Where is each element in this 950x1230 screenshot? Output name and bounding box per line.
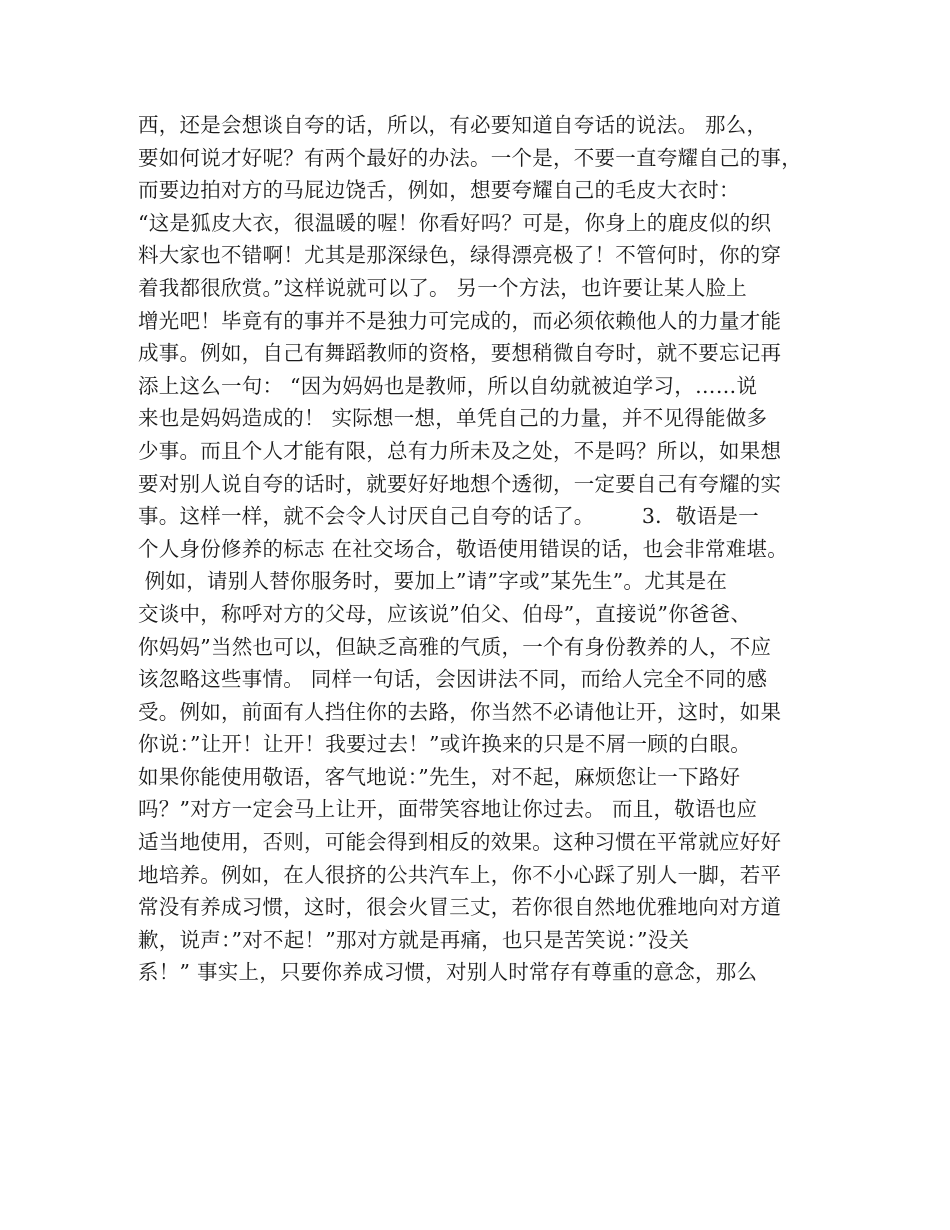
text-line: 少事。而且个人才能有限，总有力所未及之处，不是吗？所以，如果想 xyxy=(138,438,782,463)
text-line: 成事。例如，自己有舞蹈教师的资格，要想稍微自夸时，就不要忘记再 xyxy=(138,341,782,366)
text-line: 要如何说才好呢？有两个最好的办法。一个是，不要一直夸耀自己的事， xyxy=(138,145,802,170)
text-line: 着我都很欣赏。”这样说就可以了。 另一个方法，也许要让某人脸上 xyxy=(138,275,747,300)
text-line: 个人身份修养的标志 在社交场合，敬语使用错误的话，也会非常难堪。 xyxy=(138,536,789,561)
text-line: 该忽略这些事情。 同样一句话，会因讲法不同，而给人完全不同的感 xyxy=(138,667,768,692)
text-line: 西，还是会想谈自夸的话，所以，有必要知道自夸话的说法。 那么， xyxy=(138,113,768,137)
text-line: 受。例如，前面有人挡住你的去路，你当然不必请他让开，这时，如果 xyxy=(138,699,782,724)
text-line: 你妈妈”当然也可以，但缺乏高雅的气质，一个有身份教养的人，不应 xyxy=(138,634,772,659)
text-line: 交谈中，称呼对方的父母，应该说”伯父、伯母”，直接说”你爸爸、 xyxy=(138,601,752,626)
text-line: 料大家也不错啊！尤其是那深绿色，绿得漂亮极了！不管何时，你的穿 xyxy=(138,243,782,268)
text-line: 事。这样一样，就不会令人讨厌自己自夸的话了。 3．敬语是一 xyxy=(138,504,759,529)
text-line: 歉，说声：”对不起！”那对方就是再痛，也只是苦笑说：”没关 xyxy=(138,927,690,952)
body-text xyxy=(138,109,828,989)
text-line: “这是狐皮大衣，很温暖的喔！你看好吗？可是，你身上的鹿皮似的织 xyxy=(138,210,772,235)
text-line: 增光吧！毕竟有的事并不是独力可完成的，而必须依赖他人的力量才能 xyxy=(138,308,782,333)
text-line: 适当地使用，否则，可能会得到相反的效果。这种习惯在平常就应好好 xyxy=(138,830,782,855)
text-line: 常没有养成习惯，这时，很会火冒三丈，若你很自然地优雅地向对方道 xyxy=(138,895,782,920)
text-line: 例如，请别人替你服务时，要加上”请”字或”某先生”。尤其是在 xyxy=(138,569,728,594)
text-line: 来也是妈妈造成的！ 实际想一想，单凭自己的力量，并不见得能做多 xyxy=(138,406,768,431)
text-line: 你说：”让开！让开！我要过去！”或许换来的只是不屑一顾的白眼。 xyxy=(138,732,751,757)
text-line: 吗？”对方一定会马上让开，面带笑容地让你过去。 而且，敬语也应 xyxy=(138,797,758,822)
text-line: 要对别人说自夸的话时，就要好好地想个透彻，一定要自己有夸耀的实 xyxy=(138,471,782,496)
text-line: 而要边拍对方的马屁边饶舌，例如，想要夸耀自己的毛皮大衣时： xyxy=(138,178,740,203)
text-line: 添上这么一句： “因为妈妈也是教师，所以自幼就被迫学习，……说 xyxy=(138,373,758,398)
text-line: 如果你能使用敬语，客气地说：”先生，对不起，麻烦您让一下路好 xyxy=(138,764,741,789)
text-line: 地培养。例如，在人很挤的公共汽车上，你不小心踩了别人一脚，若平 xyxy=(138,862,782,887)
text-line: 系！” 事实上，只要你养成习惯，对别人时常存有尊重的意念，那么 xyxy=(138,960,758,985)
